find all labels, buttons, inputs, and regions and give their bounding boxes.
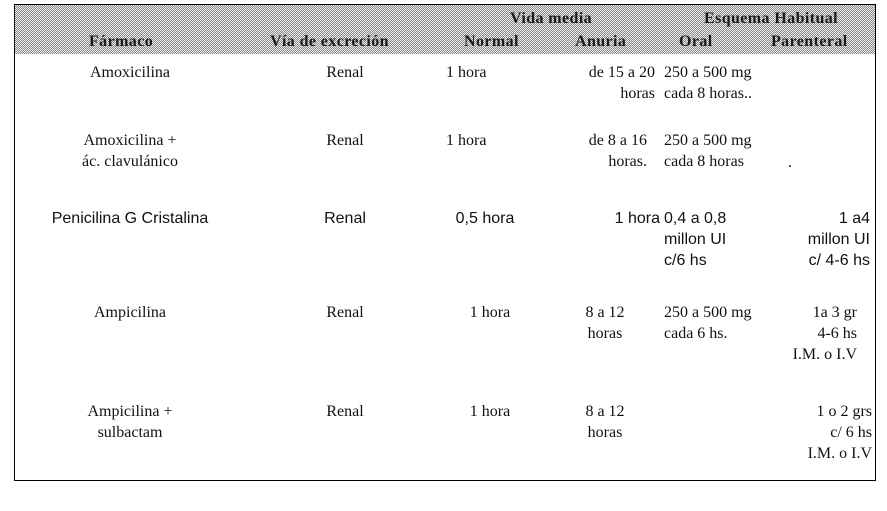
header-anuria: Anuria [575,33,627,50]
header-esquema-habitual: Esquema Habitual [704,10,838,27]
drug-table [14,4,876,481]
row3-via: Renal [324,210,366,227]
row3-oral: 0,4 a 0,8 millon UI c/6 hs [664,210,727,269]
header-normal: Normal [464,33,519,50]
row1-normal: 1 hora [446,64,487,81]
row5-via: Renal [326,403,364,420]
header-parenteral: Parenteral [771,33,848,50]
row4-farmaco: Ampicilina [94,304,166,321]
row4-normal: 1 hora [469,304,511,321]
row5-anuria: 8 a 12 horas [585,403,625,441]
row2-via: Renal [326,132,364,149]
row3-normal: 0,5 hora [455,210,515,227]
header-via-excrecion: Vía de excreción [270,33,389,50]
row1-via: Renal [326,64,364,81]
row1-farmaco: Amoxicilina [90,64,170,81]
row2-parenteral: . [788,154,792,171]
header-oral: Oral [679,33,713,50]
row2-normal: 1 hora [446,132,487,149]
row2-oral: 250 a 500 mg cada 8 horas [664,132,752,170]
row3-farmaco: Penicilina G Cristalina [51,210,209,227]
row4-parenteral: 1a 3 gr 4-6 hs I.M. o I.V [792,304,857,363]
header-vida-media: Vida media [510,10,593,27]
row5-parenteral: 1 o 2 grs c/ 6 hs I.M. o I.V [807,403,872,462]
row5-normal: 1 hora [469,403,511,420]
row5-farmaco: Ampicilina + sulbactam [87,403,173,441]
row3-anuria: 1 hora [614,210,660,227]
row4-via: Renal [326,304,364,321]
row1-oral: 250 a 500 mg cada 8 horas.. [664,64,752,102]
row4-oral: 250 a 500 mg cada 6 hs. [664,304,752,342]
row2-anuria: de 8 a 16 horas. [588,132,647,170]
header-farmaco: Fármaco [89,33,154,50]
row3-parenteral: 1 a4 millon UI c/ 4-6 hs [807,210,870,269]
row1-anuria: de 15 a 20 horas [588,64,655,102]
row4-anuria: 8 a 12 horas [585,304,625,342]
row2-farmaco: Amoxicilina + ác. clavulánico [82,132,178,170]
table-header [15,5,875,54]
